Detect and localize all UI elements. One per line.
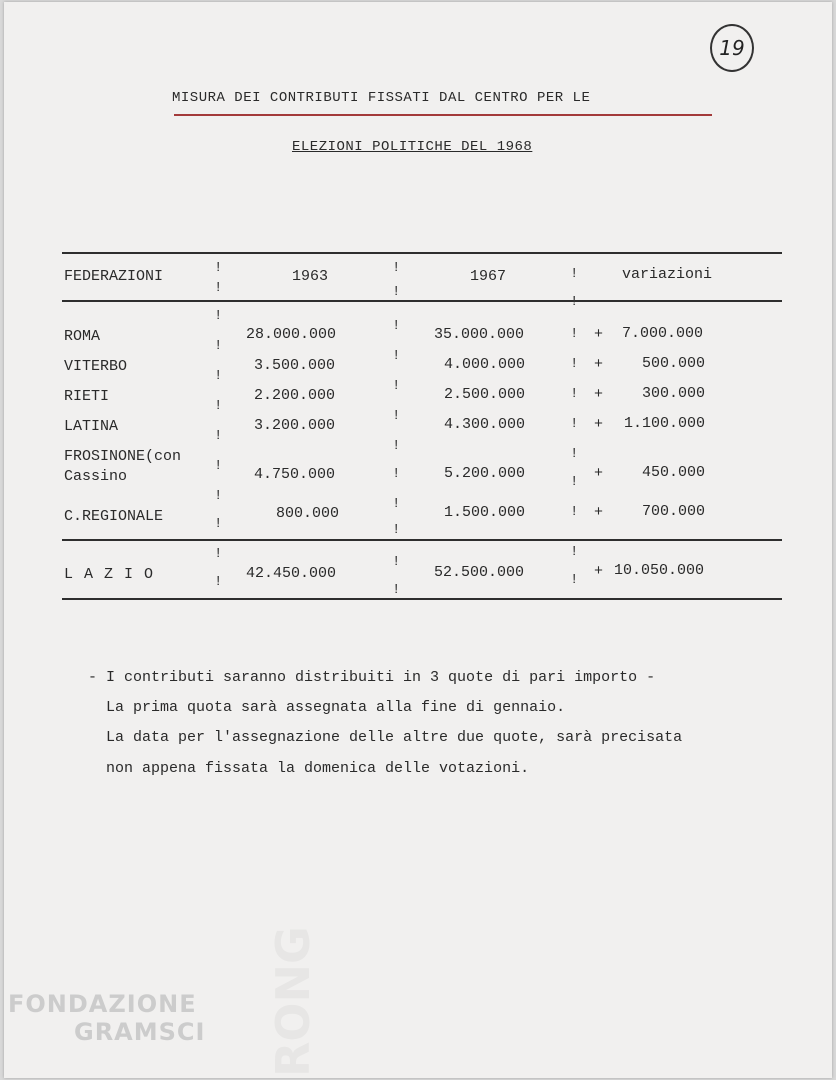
separator-mark: ! [214,574,223,590]
table-row-c-regionale: C.REGIONALE [64,508,164,525]
separator-mark: ! [214,488,223,504]
logo-line-1: FONDAZIONE [8,990,197,1018]
header-1967: 1967 [470,268,507,285]
separator-mark: ! [570,544,579,560]
table-bottom-rule [62,598,782,600]
header-1963: 1963 [292,268,329,285]
fondazione-gramsci-logo [8,990,205,1046]
frosinone-1967: 5.200.000 [444,465,526,482]
table-row-latina: LATINA [64,418,119,435]
rieti-sign: + [594,386,604,403]
c-regionale-sign: + [594,504,604,521]
latina-1967: 4.300.000 [444,416,526,433]
table-total-lazio: L A Z I O [64,566,155,583]
title-line-2: ELEZIONI POLITICHE DEL 1968 [292,139,533,155]
latina-1963: 3.200.000 [254,417,336,434]
table-row-frosinone: FROSINONE(con [64,448,182,465]
separator-mark: ! [570,504,579,520]
header-federazioni: FEDERAZIONI [64,268,164,285]
lazio-sign: + [594,563,604,580]
header-variazioni: variazioni [622,266,713,283]
separator-mark: ! [392,260,401,276]
lazio-1963: 42.450.000 [246,565,337,582]
frosinone-line2: Cassino [64,468,128,485]
separator-mark: ! [214,458,223,474]
separator-mark: ! [392,438,401,454]
separator-mark: ! [392,408,401,424]
separator-mark: ! [392,522,401,538]
separator-mark: ! [392,466,401,482]
separator-mark: ! [570,266,579,282]
separator-mark: ! [392,348,401,364]
separator-mark: ! [570,446,579,462]
viterbo-sign: + [594,356,604,373]
latina-sign: + [594,416,604,433]
page-number-circled: 19 [710,24,754,72]
title-underline-red [174,114,712,116]
roma-1963: 28.000.000 [246,326,337,343]
separator-mark: ! [214,516,223,532]
rieti-1967: 2.500.000 [444,386,526,403]
separator-mark: ! [570,356,579,372]
separator-mark: ! [392,284,401,300]
table-header-rule [62,300,782,302]
separator-mark: ! [570,572,579,588]
logo-line-2: GRAMSCI [74,1018,206,1046]
table-top-rule [62,252,782,254]
separator-mark: ! [392,496,401,512]
viterbo-1963: 3.500.000 [254,357,336,374]
note-line-3: La data per l'assegnazione delle altre due quote, sarà precisata [106,729,683,746]
roma-sign: + [594,326,604,343]
lazio-variazione: 10.050.000 [614,562,705,579]
separator-mark: ! [392,582,401,598]
note-line-4: non appena fissata la domenica delle votazioni. [106,760,530,777]
c-regionale-variazione: 700.000 [642,503,706,520]
table-row-roma: ROMA [64,328,101,345]
note-line-2: La prima quota sarà assegnata alla fine di gennaio. [106,699,566,716]
rieti-1963: 2.200.000 [254,387,336,404]
lazio-1967: 52.500.000 [434,564,525,581]
roma-1967: 35.000.000 [434,326,525,343]
separator-mark: ! [214,280,223,296]
table-row-viterbo: VITERBO [64,358,128,375]
c-regionale-1967: 1.500.000 [444,504,526,521]
separator-mark: ! [392,318,401,334]
separator-mark: ! [214,308,223,324]
note-line-1: - I contributi saranno distribuiti in 3 quote di pari importo - [88,669,656,686]
separator-mark: ! [214,260,223,276]
latina-variazione: 1.100.000 [624,415,706,432]
frosinone-sign: + [594,465,604,482]
separator-mark: ! [214,398,223,414]
separator-mark: ! [570,294,579,310]
viterbo-1967: 4.000.000 [444,356,526,373]
separator-mark: ! [570,386,579,402]
separator-mark: ! [392,378,401,394]
table-total-top-rule [62,539,782,541]
document-page [4,2,832,1078]
roma-variazione: 7.000.000 [622,325,704,342]
separator-mark: ! [214,546,223,562]
separator-mark: ! [570,326,579,342]
c-regionale-1963: 800.000 [276,505,340,522]
rieti-variazione: 300.000 [642,385,706,402]
frosinone-variazione: 450.000 [642,464,706,481]
archive-stamp-watermark: RONG [266,926,320,1077]
title-line-1: MISURA DEI CONTRIBUTI FISSATI DAL CENTRO PER LE [172,90,591,106]
separator-mark: ! [392,554,401,570]
viterbo-variazione: 500.000 [642,355,706,372]
separator-mark: ! [570,416,579,432]
separator-mark: ! [570,474,579,490]
table-row-rieti: RIETI [64,388,110,405]
separator-mark: ! [214,428,223,444]
frosinone-1963: 4.750.000 [254,466,336,483]
separator-mark: ! [214,338,223,354]
separator-mark: ! [214,368,223,384]
